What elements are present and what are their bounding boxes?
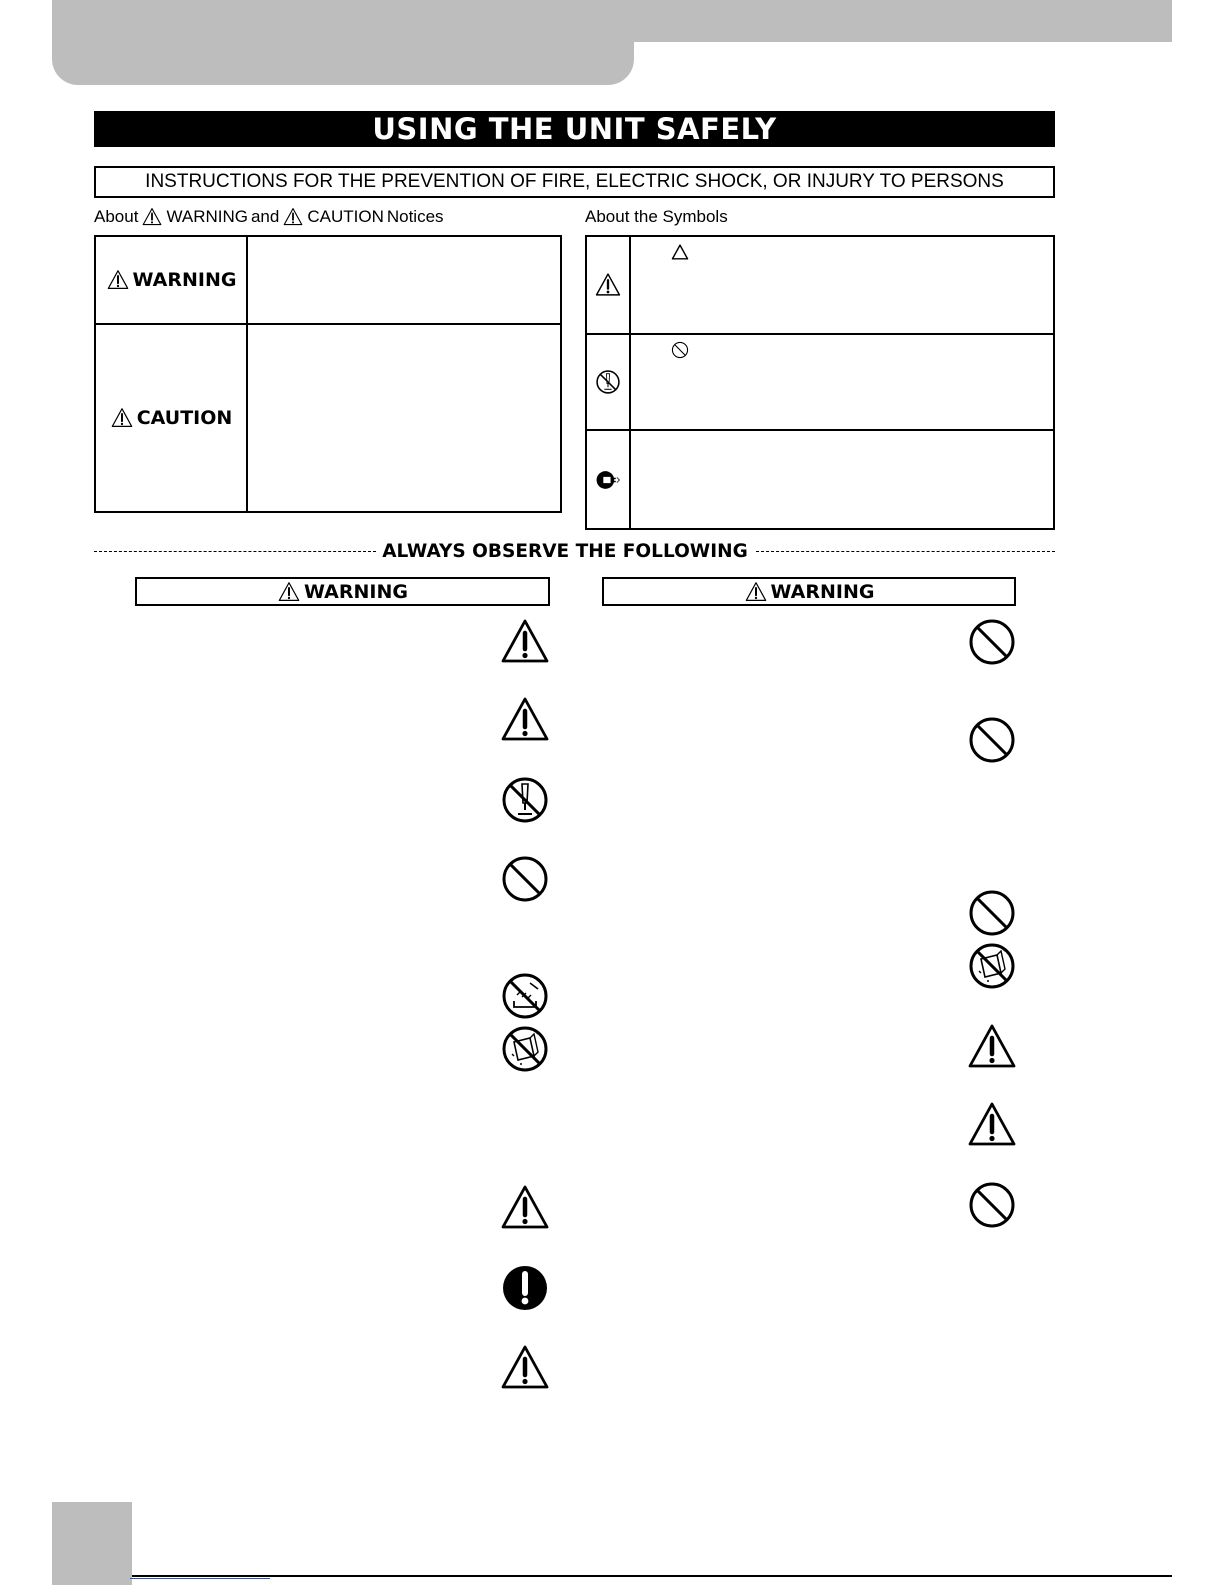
notices-section-label: [94, 207, 444, 227]
symbol-icon-cell: [587, 431, 631, 528]
symbol-row-triangle: [587, 237, 1053, 335]
notice-label-cell: [96, 325, 248, 511]
warning-triangle-icon: [500, 1183, 550, 1233]
notices-label-suffix: Notices: [386, 207, 444, 226]
left-warning-header: [135, 577, 550, 606]
symbol-row-prohibited: [587, 335, 1053, 431]
observe-title: ALWAYS OBSERVE THE FOLLOWING: [382, 540, 748, 562]
warning-triangle-icon: [967, 1100, 1017, 1150]
do-not-disassemble-icon: [595, 369, 621, 395]
notices-label-and: and: [250, 207, 280, 226]
prohibited-circle-icon: [967, 1180, 1017, 1230]
header-band: [52, 0, 1172, 42]
notices-label-warning: WARNING: [166, 207, 248, 226]
warning-triangle-icon: [500, 1343, 550, 1393]
symbols-section-label: About the Symbols: [585, 207, 728, 226]
warning-triangle-icon: [141, 207, 163, 227]
prohibited-circle-icon: [671, 341, 689, 359]
do-not-drop-icon: [967, 941, 1017, 991]
notice-label-caution: CAUTION: [136, 407, 233, 429]
observe-divider-left: [94, 551, 376, 552]
symbols-table: [585, 235, 1055, 530]
warning-triangle-icon: [282, 207, 304, 227]
symbol-icon-cell: [587, 335, 631, 429]
observe-divider-right: [756, 551, 1055, 552]
warning-triangle-icon: [500, 695, 550, 745]
warning-triangle-icon: [967, 1022, 1017, 1072]
warning-triangle-icon: [595, 272, 621, 298]
warning-triangle-icon: [106, 269, 130, 291]
mandatory-action-icon: [500, 1263, 550, 1313]
unplug-icon: [595, 467, 621, 493]
left-warning-label: WARNING: [304, 580, 408, 603]
warning-triangle-icon: [277, 581, 301, 603]
warning-triangle-icon: [110, 407, 134, 429]
notice-label-cell: [96, 237, 248, 323]
right-warning-header: [602, 577, 1016, 606]
prohibited-circle-icon: [967, 888, 1017, 938]
right-warning-label: WARNING: [770, 580, 875, 603]
no-water-icon: [500, 971, 550, 1021]
symbol-row-mandatory: [587, 431, 1053, 528]
triangle-outline-icon: [671, 243, 689, 261]
notice-row-warning: [96, 237, 560, 325]
notices-table: [94, 235, 562, 513]
prohibited-circle-icon: [500, 854, 550, 904]
prohibited-circle-icon: [967, 617, 1017, 667]
notice-row-caution: [96, 325, 560, 511]
do-not-drop-icon: [500, 1024, 550, 1074]
footer-rule: [132, 1575, 1172, 1577]
prohibited-circle-icon: [967, 715, 1017, 765]
warning-triangle-icon: [744, 581, 768, 603]
warning-triangle-icon: [500, 617, 550, 667]
page-number-tab: [52, 1502, 132, 1585]
page-subtitle: INSTRUCTIONS FOR THE PREVENTION OF FIRE, ELECTRIC SHOCK, OR INJURY TO PERSONS: [94, 166, 1055, 198]
symbol-icon-cell: [587, 237, 631, 333]
notice-label-warning: WARNING: [132, 269, 237, 291]
notices-label-prefix: About: [94, 207, 139, 226]
do-not-disassemble-icon: [500, 775, 550, 825]
notices-label-caution: CAUTION: [307, 207, 384, 226]
header-tab: [52, 40, 634, 85]
footer-link-line: [130, 1578, 270, 1579]
page-title: USING THE UNIT SAFELY: [94, 111, 1055, 147]
